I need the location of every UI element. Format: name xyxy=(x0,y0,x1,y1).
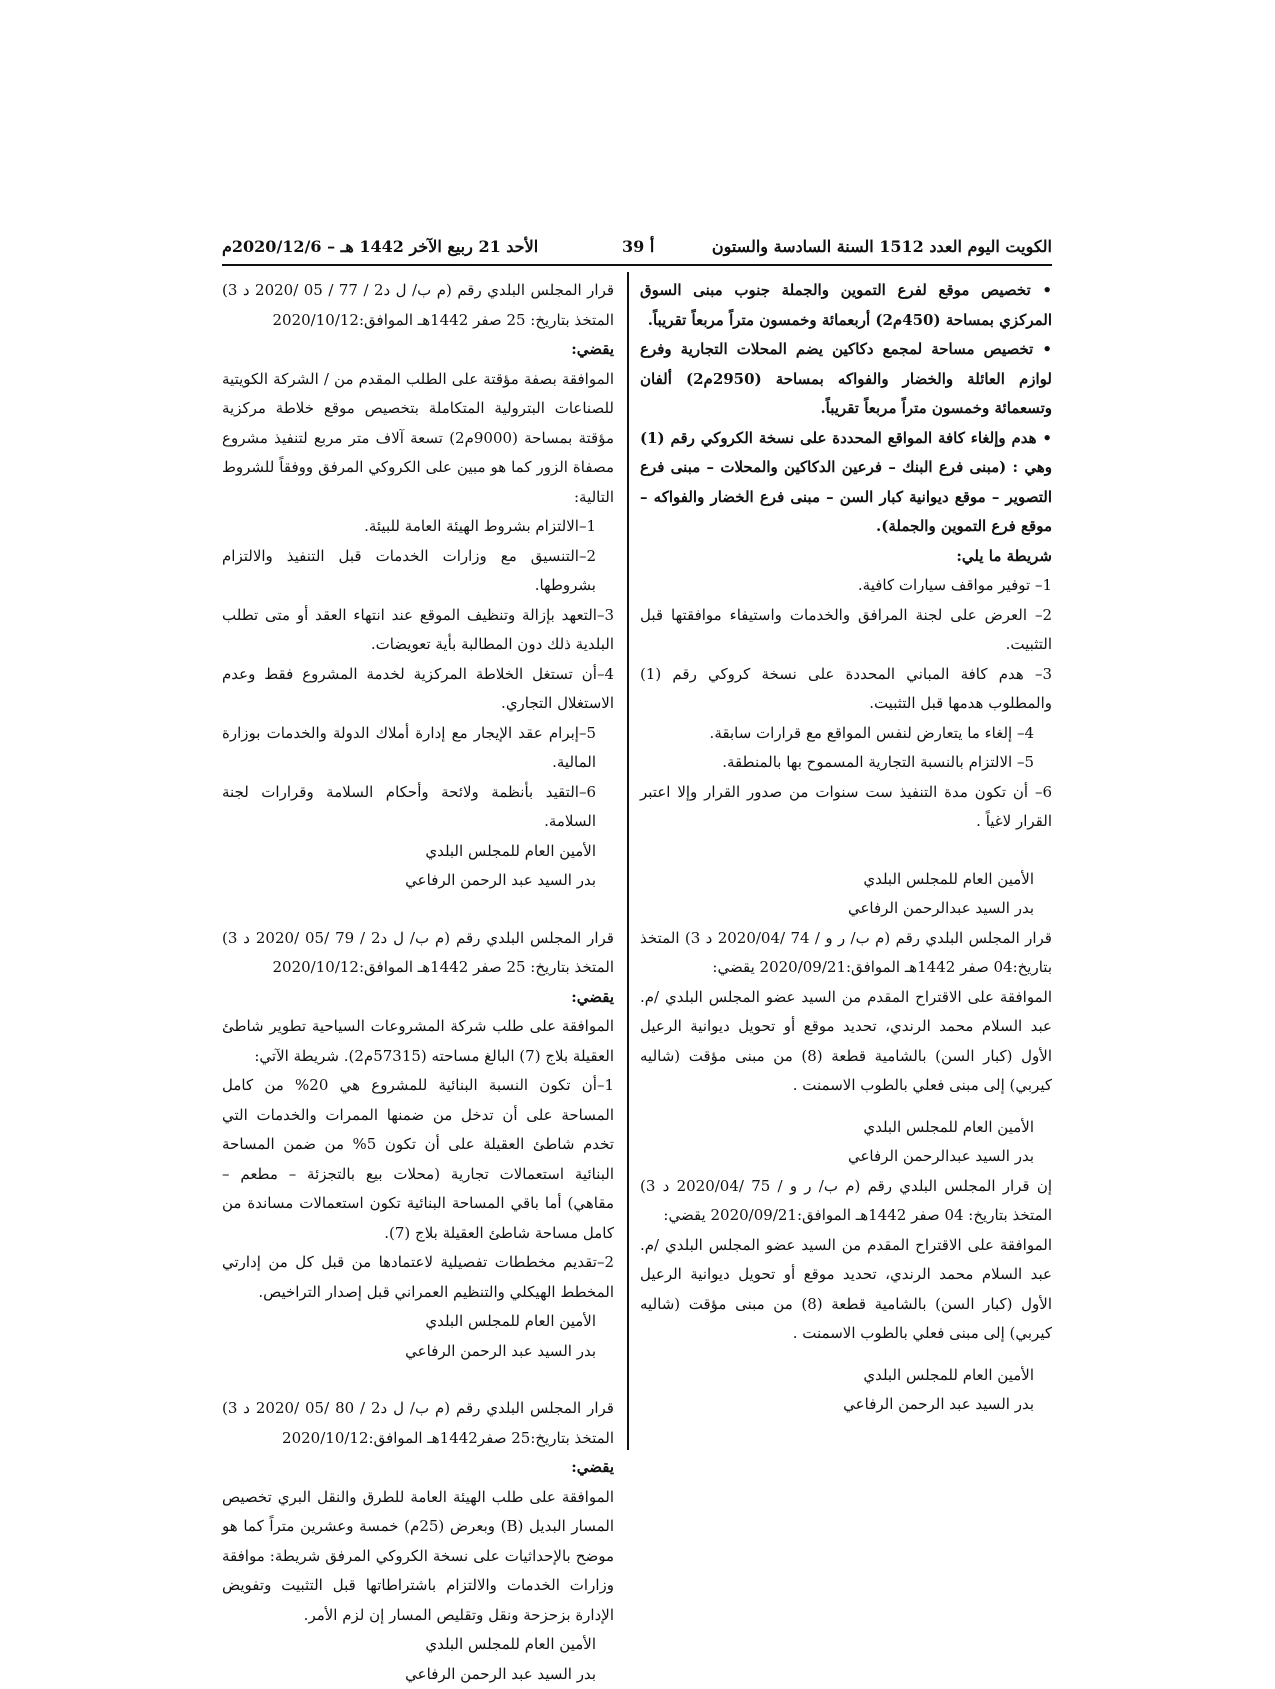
paragraph: قرار المجلس البلدي رقم (م ب/ ر و / 74 /2020/04 د 3) المتخذ بتاريخ:04 صفر 1442هـ الموافق:2020/09/21 يقضي: xyxy=(640,924,1052,983)
paragraph: • هدم وإلغاء كافة المواقع المحددة على نسخة الكروكي رقم (1) وهي : (مبنى فرع البنك – فرعين الدكاكين والمحلات – مبنى فرع التصوير – موقع ديوانية كبار السن – مبنى فرع الخضار والفواكه – موقع فرع التموين والجملة). xyxy=(640,424,1052,542)
paragraph: الموافقة على الاقتراح المقدم من السيد عضو المجلس البلدي /م. عبد السلام محمد الرندي، تحديد موقع أو تحويل ديوانية الرعيل الأول (كبار السن) بالشامية قطعة (8) من مبنى مؤقت (شاليه كيربي) إلى مبنى فعلي بالطوب الاسمنت . xyxy=(640,1231,1052,1349)
signature-line: بدر السيد عبد الرحمن الرفاعي xyxy=(222,1660,614,1689)
paragraph: 3–التعهد بإزالة وتنظيف الموقع عند انتهاء العقد أو متى تطلب البلدية ذلك دون المطالبة بأية تعويضات. xyxy=(222,601,614,660)
paragraph: 4–أن تستغل الخلاطة المركزية لخدمة المشروع فقط وعدم الاستغلال التجاري. xyxy=(222,660,614,719)
paragraph: 5– الالتزام بالنسبة التجارية المسموح بها بالمنطقة. xyxy=(640,748,1052,778)
paragraph: يقضي: xyxy=(222,335,614,365)
paragraph: 2–تقديم مخططات تفصيلية لاعتمادها من قبل كل من إدارتي المخطط الهيكلي والتنظيم العمراني قبل إصدار التراخيص. xyxy=(222,1248,614,1307)
paragraph: إن قرار المجلس البلدي رقم (م ب/ ر و / 75 /2020/04 د 3) المتخذ بتاريخ: 04 صفر 1442هـ الموافق:2020/09/21 يقضي: xyxy=(640,1172,1052,1231)
paragraph: 3– هدم كافة المباني المحددة على نسخة كروكي رقم (1) والمطلوب هدمها قبل التثبيت. xyxy=(640,660,1052,719)
signature-line: بدر السيد عبد الرحمن الرفاعي xyxy=(222,1337,614,1367)
left-column xyxy=(222,276,614,1689)
paragraph: 1– توفير مواقف سيارات كافية. xyxy=(640,571,1052,601)
spacer xyxy=(640,1101,1052,1113)
paragraph: 2– العرض على لجنة المرافق والخدمات واستيفاء موافقتها قبل التثبيت. xyxy=(640,601,1052,660)
signature-line: بدر السيد عبدالرحمن الرفاعي xyxy=(640,894,1052,924)
signature-line: الأمين العام للمجلس البلدي xyxy=(640,1113,1052,1143)
header-issue: الكويت اليوم العدد 1512 السنة السادسة والستون xyxy=(712,230,1052,264)
paragraph: 1–أن تكون النسبة البنائية للمشروع هي 20% من كامل المساحة على أن تدخل من ضمنها الممرات والخدمات التي تخدم شاطئ العقيلة على أن تكون 5% من ضمن المساحة البنائية استعمالات تجارية (محلات بيع بالتجزئة – مطعم – مقاهي) أما باقي المساحة البنائية تكون استعمالات مساندة من كامل مساحة شاطئ العقيلة بلاج (7). xyxy=(222,1071,614,1248)
paragraph: 5–إبرام عقد الإيجار مع إدارة أملاك الدولة والخدمات بوزارة المالية. xyxy=(222,719,614,778)
paragraph: قرار المجلس البلدي رقم (م ب/ ل د2 / 77 / 05 /2020 د 3) المتخذ بتاريخ: 25 صفر 1442هـ الموافق:2020/10/12 xyxy=(222,276,614,335)
paragraph: الموافقة على طلب شركة المشروعات السياحية تطوير شاطئ العقيلة بلاج (7) البالغ مساحته (57315م2). شريطة الآتي: xyxy=(222,1012,614,1071)
signature-line: الأمين العام للمجلس البلدي xyxy=(640,865,1052,895)
paragraph: 4– إلغاء ما يتعارض لنفس المواقع مع قرارات سابقة. xyxy=(640,719,1052,749)
column-divider xyxy=(627,272,629,1450)
signature-line: الأمين العام للمجلس البلدي xyxy=(222,1630,614,1660)
spacer xyxy=(222,896,614,924)
signature-line: بدر السيد عبدالرحمن الرفاعي xyxy=(640,1142,1052,1172)
header-page-number: أ 39 xyxy=(622,230,654,264)
paragraph: الموافقة على طلب الهيئة العامة للطرق والنقل البري تخصيص المسار البديل (B) وبعرض (25م) خمسة وعشرين متراً كما هو موضح بالإحداثيات على نسخة الكروكي المرفق شريطة: موافقة وزارات الخدمات والالتزام باشتراطاتها قبل التثبيت وتفويض الإدارة بزحزحة ونقل وتقليص المسار إن لزم الأمر. xyxy=(222,1483,614,1631)
paragraph: قرار المجلس البلدي رقم (م ب/ ل د2 / 80 /05 /2020 د 3) المتخذ بتاريخ:25 صفر1442هـ الموافق:2020/10/12 xyxy=(222,1394,614,1453)
paragraph: الموافقة على الاقتراح المقدم من السيد عضو المجلس البلدي /م. عبد السلام محمد الرندي، تحديد موقع أو تحويل ديوانية الرعيل الأول (كبار السن) بالشامية قطعة (8) من مبنى مؤقت (شاليه كيربي) إلى مبنى فعلي بالطوب الاسمنت . xyxy=(640,983,1052,1101)
signature-line: بدر السيد عبد الرحمن الرفاعي xyxy=(640,1390,1052,1420)
signature-line: الأمين العام للمجلس البلدي xyxy=(222,837,614,867)
paragraph: شريطة ما يلي: xyxy=(640,542,1052,572)
signature-line: الأمين العام للمجلس البلدي xyxy=(222,1307,614,1337)
signature-line: الأمين العام للمجلس البلدي xyxy=(640,1361,1052,1391)
signature-line: بدر السيد عبد الرحمن الرفاعي xyxy=(222,866,614,896)
header-date: الأحد 21 ربيع الآخر 1442 هـ – 2020/12/6م xyxy=(222,230,538,264)
paragraph: 6–التقيد بأنظمة ولائحة وأحكام السلامة وقرارات لجنة السلامة. xyxy=(222,778,614,837)
paragraph: 6– أن تكون مدة التنفيذ ست سنوات من صدور القرار وإلا اعتبر القرار لاغياً . xyxy=(640,778,1052,837)
paragraph: يقضي: xyxy=(222,983,614,1013)
paragraph: • تخصيص مساحة لمجمع دكاكين يضم المحلات التجارية وفرع لوازم العائلة والخضار والفواكه بمساحة (2950م2) ألفان وتسعمائة وخمسون متراً مربعاً تقريباً. xyxy=(640,335,1052,424)
right-column xyxy=(640,276,1052,1420)
paragraph: قرار المجلس البلدي رقم (م ب/ ل د2 / 79 /05 /2020 د 3) المتخذ بتاريخ: 25 صفر 1442هـ الموافق:2020/10/12 xyxy=(222,924,614,983)
spacer xyxy=(640,837,1052,865)
paragraph: 1–الالتزام بشروط الهيئة العامة للبيئة. xyxy=(222,512,614,542)
spacer xyxy=(640,1349,1052,1361)
spacer xyxy=(222,1366,614,1394)
paragraph: الموافقة بصفة مؤقتة على الطلب المقدم من / الشركة الكويتية للصناعات البترولية المتكاملة بتخصيص موقع خلاطة مركزية مؤقتة بمساحة (9000م2) تسعة آلاف متر مربع لتنفيذ مشروع مصفاة الزور كما هو مبين على الكروكي المرفق ووفقاً للشروط التالية: xyxy=(222,365,614,513)
page-header xyxy=(222,230,1052,266)
paragraph: 2–التنسيق مع وزارات الخدمات قبل التنفيذ والالتزام بشروطها. xyxy=(222,542,614,601)
paragraph: • تخصيص موقع لفرع التموين والجملة جنوب مبنى السوق المركزي بمساحة (450م2) أربعمائة وخمسون متراً مربعاً تقريباً. xyxy=(640,276,1052,335)
paragraph: يقضي: xyxy=(222,1453,614,1483)
